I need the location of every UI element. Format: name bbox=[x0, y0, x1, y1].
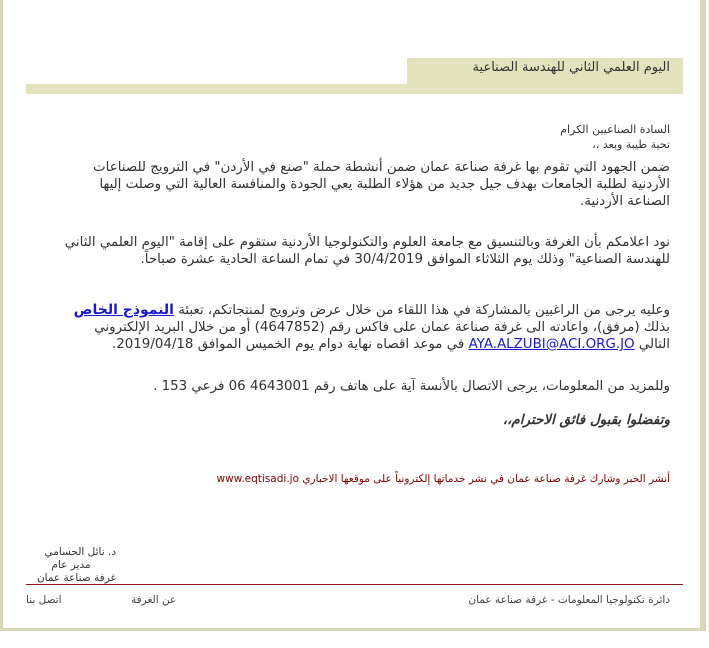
header-bar bbox=[26, 84, 683, 94]
signature bbox=[26, 546, 116, 585]
page-title: اليوم العلمي الثاني للهندسة الصناعية bbox=[472, 60, 670, 75]
paragraph-2: نود اعلامكم بأن الغرفة وبالتنسيق مع جامعة العلوم والتكنولوجيا الأردنية ستقوم على إقامة "اليوم العلمي الثاني للهندسة الصناعية" وذلك يوم الثلاثاء الموافق 30/4/2019 في تمام الساعة الحادية عشرة صباحاً. bbox=[64, 235, 670, 267]
footer-contact-link[interactable]: اتصل بنا bbox=[26, 594, 62, 606]
signature-org: غرفة صناعة عمان bbox=[36, 572, 116, 584]
salutation-block bbox=[60, 122, 670, 152]
greeting: تحية طيبة وبعد ،، bbox=[592, 138, 670, 151]
footer-dept: دائرة تكنولوجيا المعلومات - غرفة صناعة عمان bbox=[468, 594, 670, 606]
paragraph-3-text-c: في موعد اقصاه نهاية دوام يوم الخميس الموافق 2019/04/18. bbox=[111, 337, 469, 352]
paragraph-3-text-a: وعليه يرجى من الراغبين بالمشاركة في هذا اللقاء من خلال عرض وترويج لمنتجاتكم، تعبئة bbox=[173, 303, 670, 318]
closing: وتفضلوا بقبول فائق الاحترام،، bbox=[502, 412, 670, 428]
footer-about-link[interactable]: عن الغرفة bbox=[131, 594, 177, 606]
paragraph-1: ضمن الجهود التي تقوم بها غرفة صناعة عمان ضمن أنشطة حملة "صنع في الأردن" في الترويج للصناعات الأردنية لطلبة الجامعات بهدف جيل جديد من هؤلاء الطلبة يعي الجودة والمنافسة العالية التي وصلت إليها الصناعة الأردنية. bbox=[93, 160, 670, 209]
salutation: السادة الصناعيين الكرام bbox=[560, 123, 670, 136]
email-link[interactable]: AYA.ALZUBI@ACI.ORG.JO bbox=[468, 337, 635, 352]
paragraph-3-text-b: بذلك (مرفق)، واعادته الى غرفة صناعة عمان على فاكس رقم (4647852) أو من خلال البريد الإلكتروني التالي bbox=[94, 320, 670, 352]
form-link[interactable]: النموذج الخاص bbox=[73, 302, 174, 318]
footer-divider bbox=[26, 584, 683, 585]
paragraph-4: وللمزيد من المعلومات، يرجى الاتصال بالأنسة آية على هاتف رقم 4643001 06 فرعي 153 . bbox=[153, 379, 670, 394]
promo-text: أنشر الخبر وشارك غرفة صناعة عمان في نشر خدماتها إلكترونياً على موقعها الاخباري www.eqtisadi.jo bbox=[216, 473, 670, 485]
paragraph-3 bbox=[60, 302, 670, 353]
signature-name: د. نائل الحسامي bbox=[44, 546, 116, 558]
signature-role: مدير عام bbox=[51, 559, 91, 571]
